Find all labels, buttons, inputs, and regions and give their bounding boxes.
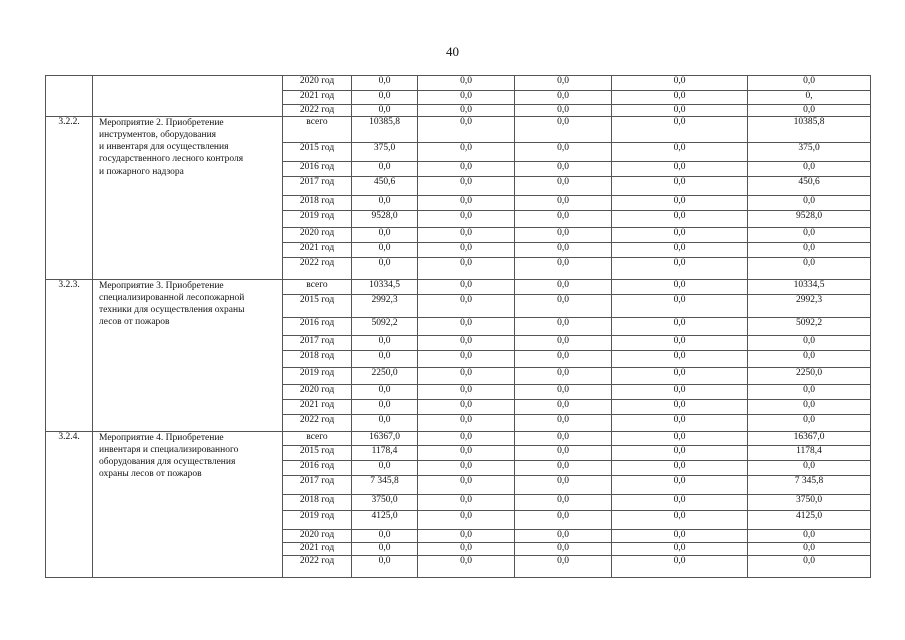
funding-cell-federal: 0,0 <box>418 116 515 142</box>
measure-name-line: инвентаря и специализированного <box>99 445 239 456</box>
funding-cell-local: 0,0 <box>612 542 748 555</box>
funding-cell-total: 0,0 <box>352 414 418 431</box>
period-cell: 2015 год <box>283 445 352 460</box>
funding-cell-extrabudget: 7 345,8 <box>748 475 871 494</box>
funding-cell-local: 0,0 <box>612 529 748 542</box>
funding-cell-local: 0,0 <box>612 105 748 117</box>
funding-cell-extrabudget: 0,0 <box>748 542 871 555</box>
funding-cell-regional: 0,0 <box>515 555 612 577</box>
funding-cell-federal: 0,0 <box>418 335 515 350</box>
funding-cell-extrabudget: 3750,0 <box>748 494 871 510</box>
funding-cell-extrabudget: 0, <box>748 91 871 105</box>
funding-cell-regional: 0,0 <box>515 105 612 117</box>
funding-cell-regional: 0,0 <box>515 542 612 555</box>
funding-cell-total: 0,0 <box>352 350 418 367</box>
period-cell: 2021 год <box>283 91 352 105</box>
measure-code <box>46 76 93 117</box>
measure-code: 3.2.4. <box>46 431 93 577</box>
funding-cell-federal: 0,0 <box>418 431 515 445</box>
funding-cell-regional: 0,0 <box>515 335 612 350</box>
period-cell: 2019 год <box>283 510 352 529</box>
measure-name-line: охраны лесов от пожаров <box>99 469 202 480</box>
funding-cell-federal: 0,0 <box>418 529 515 542</box>
measure-name <box>93 431 283 577</box>
funding-cell-regional: 0,0 <box>515 367 612 384</box>
measure-name-line: оборудования для осуществления <box>99 457 236 468</box>
measure-name-line: Мероприятие 3. Приобретение <box>99 280 224 291</box>
period-cell: 2016 год <box>283 460 352 475</box>
period-cell: 2022 год <box>283 414 352 431</box>
funding-cell-total: 5092,2 <box>352 317 418 335</box>
funding-cell-total: 2250,0 <box>352 367 418 384</box>
funding-cell-regional: 0,0 <box>515 195 612 210</box>
funding-cell-regional: 0,0 <box>515 350 612 367</box>
funding-cell-extrabudget: 0,0 <box>748 335 871 350</box>
funding-cell-total: 9528,0 <box>352 210 418 227</box>
measure-name-line: государственного лесного контроля <box>99 154 244 165</box>
funding-cell-regional: 0,0 <box>515 494 612 510</box>
funding-cell-federal: 0,0 <box>418 195 515 210</box>
period-cell: 2017 год <box>283 335 352 350</box>
period-cell: 2022 год <box>283 257 352 279</box>
period-cell: всего <box>283 279 352 294</box>
funding-cell-extrabudget: 0,0 <box>748 161 871 176</box>
funding-cell-federal: 0,0 <box>418 176 515 195</box>
funding-cell-federal: 0,0 <box>418 494 515 510</box>
measure-name-line: Мероприятие 2. Приобретение <box>99 117 224 128</box>
funding-cell-local: 0,0 <box>612 227 748 242</box>
funding-cell-local: 0,0 <box>612 195 748 210</box>
funding-cell-federal: 0,0 <box>418 317 515 335</box>
funding-cell-federal: 0,0 <box>418 414 515 431</box>
funding-cell-extrabudget: 0,0 <box>748 350 871 367</box>
funding-cell-federal: 0,0 <box>418 242 515 257</box>
funding-cell-extrabudget: 5092,2 <box>748 317 871 335</box>
funding-cell-regional: 0,0 <box>515 384 612 399</box>
period-cell: 2021 год <box>283 242 352 257</box>
period-cell: 2019 год <box>283 210 352 227</box>
funding-cell-federal: 0,0 <box>418 367 515 384</box>
table-body <box>46 76 871 578</box>
funding-cell-local: 0,0 <box>612 510 748 529</box>
funding-cell-regional: 0,0 <box>515 475 612 494</box>
page-number: 40 <box>446 44 459 59</box>
funding-cell-extrabudget: 0,0 <box>748 555 871 577</box>
funding-cell-local: 0,0 <box>612 142 748 161</box>
funding-cell-local: 0,0 <box>612 91 748 105</box>
funding-cell-federal: 0,0 <box>418 384 515 399</box>
funding-cell-federal: 0,0 <box>418 445 515 460</box>
funding-cell-regional: 0,0 <box>515 176 612 195</box>
period-cell: 2015 год <box>283 294 352 317</box>
funding-cell-total: 1178,4 <box>352 445 418 460</box>
period-cell: всего <box>283 116 352 142</box>
funding-cell-extrabudget: 1178,4 <box>748 445 871 460</box>
measure-name <box>93 279 283 431</box>
funding-cell-regional: 0,0 <box>515 257 612 279</box>
period-cell: 2017 год <box>283 176 352 195</box>
funding-cell-local: 0,0 <box>612 242 748 257</box>
funding-cell-regional: 0,0 <box>515 242 612 257</box>
funding-cell-extrabudget: 0,0 <box>748 257 871 279</box>
funding-cell-federal: 0,0 <box>418 76 515 91</box>
period-cell: 2020 год <box>283 76 352 91</box>
table-row <box>46 76 871 91</box>
funding-cell-total: 0,0 <box>352 161 418 176</box>
funding-cell-federal: 0,0 <box>418 460 515 475</box>
funding-cell-federal: 0,0 <box>418 542 515 555</box>
funding-cell-federal: 0,0 <box>418 161 515 176</box>
funding-cell-total: 450,6 <box>352 176 418 195</box>
funding-cell-federal: 0,0 <box>418 294 515 317</box>
period-cell: 2018 год <box>283 195 352 210</box>
period-cell: 2016 год <box>283 317 352 335</box>
funding-cell-extrabudget: 2992,3 <box>748 294 871 317</box>
measure-name-line: и инвентаря для осуществления <box>99 142 229 153</box>
funding-cell-regional: 0,0 <box>515 294 612 317</box>
funding-cell-total: 4125,0 <box>352 510 418 529</box>
funding-cell-regional: 0,0 <box>515 399 612 414</box>
funding-cell-extrabudget: 0,0 <box>748 399 871 414</box>
funding-cell-regional: 0,0 <box>515 227 612 242</box>
funding-cell-total: 0,0 <box>352 227 418 242</box>
funding-cell-regional: 0,0 <box>515 91 612 105</box>
funding-cell-total: 0,0 <box>352 195 418 210</box>
measure-name-line: техники для осуществления охраны <box>99 305 245 316</box>
funding-cell-local: 0,0 <box>612 76 748 91</box>
funding-cell-extrabudget: 0,0 <box>748 242 871 257</box>
funding-cell-local: 0,0 <box>612 399 748 414</box>
funding-cell-federal: 0,0 <box>418 91 515 105</box>
funding-cell-local: 0,0 <box>612 445 748 460</box>
period-cell: 2018 год <box>283 350 352 367</box>
funding-cell-regional: 0,0 <box>515 529 612 542</box>
funding-cell-total: 16367,0 <box>352 431 418 445</box>
funding-cell-total: 0,0 <box>352 105 418 117</box>
funding-cell-local: 0,0 <box>612 210 748 227</box>
table-row <box>46 431 871 445</box>
funding-cell-local: 0,0 <box>612 555 748 577</box>
funding-cell-extrabudget: 16367,0 <box>748 431 871 445</box>
period-cell: 2019 год <box>283 367 352 384</box>
funding-cell-federal: 0,0 <box>418 510 515 529</box>
funding-cell-regional: 0,0 <box>515 460 612 475</box>
funding-cell-extrabudget: 4125,0 <box>748 510 871 529</box>
funding-cell-total: 375,0 <box>352 142 418 161</box>
funding-cell-local: 0,0 <box>612 367 748 384</box>
period-cell: 2015 год <box>283 142 352 161</box>
funding-cell-regional: 0,0 <box>515 161 612 176</box>
funding-cell-extrabudget: 0,0 <box>748 460 871 475</box>
funding-cell-extrabudget: 0,0 <box>748 105 871 117</box>
period-cell: 2021 год <box>283 399 352 414</box>
funding-cell-regional: 0,0 <box>515 210 612 227</box>
funding-cell-regional: 0,0 <box>515 116 612 142</box>
funding-cell-local: 0,0 <box>612 335 748 350</box>
funding-cell-regional: 0,0 <box>515 142 612 161</box>
measure-code: 3.2.2. <box>46 116 93 279</box>
funding-cell-total: 0,0 <box>352 242 418 257</box>
funding-cell-extrabudget: 0,0 <box>748 76 871 91</box>
funding-cell-local: 0,0 <box>612 317 748 335</box>
funding-cell-regional: 0,0 <box>515 76 612 91</box>
measure-name-line: специализированной лесопожарной <box>99 293 245 304</box>
funding-cell-federal: 0,0 <box>418 475 515 494</box>
funding-cell-total: 0,0 <box>352 257 418 279</box>
funding-cell-total: 2992,3 <box>352 294 418 317</box>
funding-cell-extrabudget: 0,0 <box>748 227 871 242</box>
funding-cell-total: 0,0 <box>352 91 418 105</box>
funding-cell-local: 0,0 <box>612 294 748 317</box>
period-cell: 2020 год <box>283 529 352 542</box>
funding-cell-federal: 0,0 <box>418 105 515 117</box>
period-cell: 2016 год <box>283 161 352 176</box>
table-row <box>46 116 871 142</box>
funding-cell-local: 0,0 <box>612 161 748 176</box>
period-cell: 2017 год <box>283 475 352 494</box>
measure-name <box>93 76 283 117</box>
period-cell: 2018 год <box>283 494 352 510</box>
funding-cell-total: 0,0 <box>352 335 418 350</box>
funding-cell-total: 0,0 <box>352 399 418 414</box>
funding-cell-total: 0,0 <box>352 555 418 577</box>
funding-cell-local: 0,0 <box>612 475 748 494</box>
funding-cell-federal: 0,0 <box>418 279 515 294</box>
funding-cell-federal: 0,0 <box>418 350 515 367</box>
funding-cell-federal: 0,0 <box>418 555 515 577</box>
measure-name-line: лесов от пожаров <box>99 317 170 328</box>
funding-cell-extrabudget: 10385,8 <box>748 116 871 142</box>
period-cell: 2022 год <box>283 105 352 117</box>
table-row <box>46 279 871 294</box>
funding-cell-federal: 0,0 <box>418 210 515 227</box>
funding-cell-total: 0,0 <box>352 460 418 475</box>
funding-cell-extrabudget: 0,0 <box>748 414 871 431</box>
funding-cell-local: 0,0 <box>612 431 748 445</box>
funding-cell-regional: 0,0 <box>515 510 612 529</box>
funding-cell-extrabudget: 2250,0 <box>748 367 871 384</box>
period-cell: всего <box>283 431 352 445</box>
funding-cell-local: 0,0 <box>612 384 748 399</box>
funding-cell-local: 0,0 <box>612 116 748 142</box>
funding-cell-total: 0,0 <box>352 542 418 555</box>
funding-cell-total: 10334,5 <box>352 279 418 294</box>
funding-cell-total: 3750,0 <box>352 494 418 510</box>
funding-cell-federal: 0,0 <box>418 142 515 161</box>
funding-cell-local: 0,0 <box>612 176 748 195</box>
funding-cell-total: 10385,8 <box>352 116 418 142</box>
funding-cell-regional: 0,0 <box>515 279 612 294</box>
funding-cell-local: 0,0 <box>612 279 748 294</box>
period-cell: 2020 год <box>283 227 352 242</box>
funding-cell-federal: 0,0 <box>418 257 515 279</box>
funding-cell-local: 0,0 <box>612 460 748 475</box>
period-cell: 2022 год <box>283 555 352 577</box>
funding-cell-regional: 0,0 <box>515 445 612 460</box>
funding-cell-local: 0,0 <box>612 350 748 367</box>
funding-cell-extrabudget: 450,6 <box>748 176 871 195</box>
measure-name-line: инструментов, оборудования <box>99 130 217 141</box>
funding-cell-extrabudget: 375,0 <box>748 142 871 161</box>
funding-cell-extrabudget: 0,0 <box>748 384 871 399</box>
budget-table <box>45 75 871 578</box>
measure-code: 3.2.3. <box>46 279 93 431</box>
funding-cell-total: 0,0 <box>352 529 418 542</box>
funding-cell-regional: 0,0 <box>515 317 612 335</box>
funding-cell-local: 0,0 <box>612 257 748 279</box>
funding-cell-total: 0,0 <box>352 384 418 399</box>
measure-name <box>93 116 283 279</box>
funding-cell-extrabudget: 0,0 <box>748 195 871 210</box>
measure-name-line: Мероприятие 4. Приобретение <box>99 432 224 443</box>
period-cell: 2020 год <box>283 384 352 399</box>
funding-cell-regional: 0,0 <box>515 431 612 445</box>
funding-cell-extrabudget: 10334,5 <box>748 279 871 294</box>
funding-cell-local: 0,0 <box>612 414 748 431</box>
period-cell: 2021 год <box>283 542 352 555</box>
funding-cell-federal: 0,0 <box>418 227 515 242</box>
funding-cell-extrabudget: 0,0 <box>748 529 871 542</box>
funding-cell-extrabudget: 9528,0 <box>748 210 871 227</box>
funding-cell-regional: 0,0 <box>515 414 612 431</box>
funding-cell-local: 0,0 <box>612 494 748 510</box>
funding-cell-total: 0,0 <box>352 76 418 91</box>
measure-name-line: и пожарного надзора <box>99 166 184 177</box>
funding-cell-federal: 0,0 <box>418 399 515 414</box>
funding-cell-total: 7 345,8 <box>352 475 418 494</box>
